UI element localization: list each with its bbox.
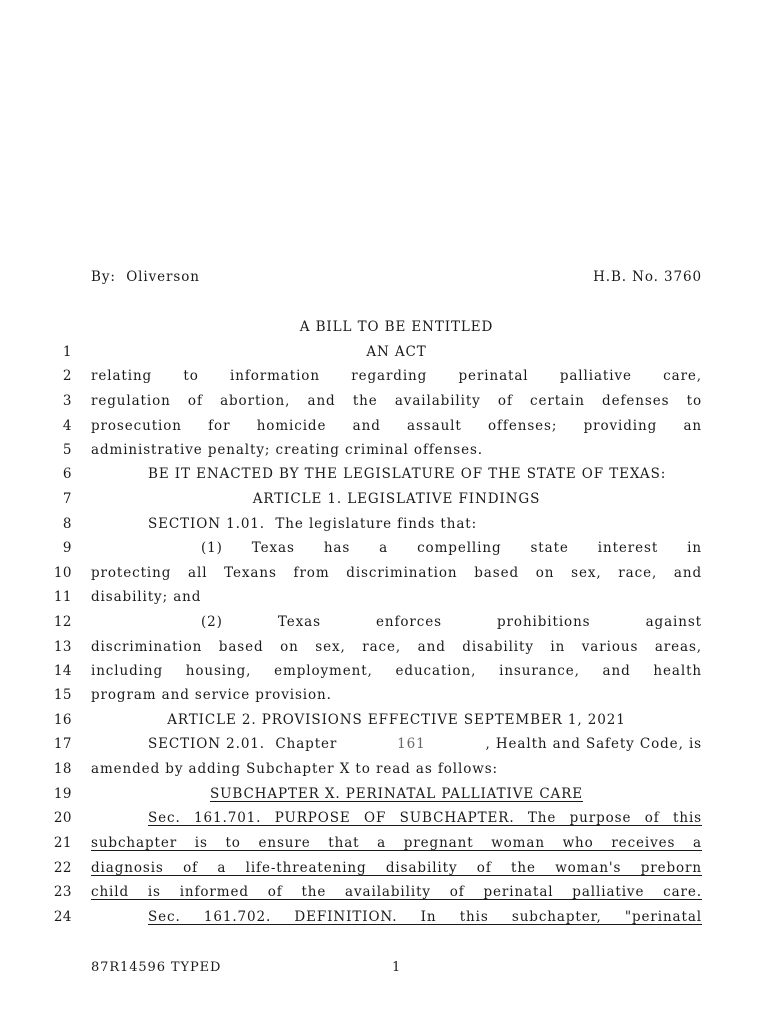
article-heading: ARTICLE 2. PROVISIONS EFFECTIVE SEPTEMBER 1, 2021 (167, 712, 626, 728)
bill-line (0, 614, 770, 638)
line-number: 1 (62, 344, 72, 360)
line-number: 16 (53, 712, 72, 728)
line-text: regulation of abortion, and the availability of certain defenses to (91, 393, 702, 409)
line-text: amended by adding Subchapter X to read as follows: (91, 761, 498, 777)
subchapter-heading-text: SUBCHAPTER X. PERINATAL PALLIATIVE CARE (209, 786, 584, 802)
line-text: discrimination based on sex, race, and disability in various areas, (91, 639, 702, 655)
bill-title: A BILL TO BE ENTITLED (299, 319, 494, 335)
line-text: administrative penalty; creating criminal offenses. (91, 442, 483, 458)
line-number: 11 (53, 589, 72, 605)
added-text: child is informed of the availability of perinatal palliative care. (91, 884, 702, 900)
bill-line (0, 516, 770, 540)
bill-line (0, 418, 770, 442)
line-number: 2 (62, 368, 72, 384)
line-number: 17 (53, 736, 72, 752)
bill-line (0, 786, 770, 810)
bill-line (0, 712, 770, 736)
bill-line (0, 761, 770, 785)
bill-line (0, 736, 770, 760)
bill-line (0, 565, 770, 589)
bill-number: H.B. No. 3760 (593, 269, 702, 285)
enacting-clause: BE IT ENACTED BY THE LEGISLATURE OF THE STATE OF TEXAS: (148, 466, 667, 482)
bill-line (0, 540, 770, 564)
line-number: 13 (53, 639, 72, 655)
line-number: 21 (53, 835, 72, 851)
bill-line (0, 368, 770, 392)
line-number: 6 (62, 466, 72, 482)
line-number: 7 (62, 491, 72, 507)
chapter-link[interactable]: 161 (397, 736, 426, 752)
section-heading (91, 736, 702, 752)
section-text-before: SECTION 2.01. Chapter (148, 736, 338, 752)
line-number: 12 (53, 614, 72, 630)
line-text: (1) Texas has a compelling state interest in (201, 540, 702, 556)
bill-line (0, 884, 770, 908)
line-number: 20 (53, 810, 72, 826)
page-number: 1 (392, 960, 402, 975)
bill-line (0, 491, 770, 515)
line-number: 5 (62, 442, 72, 458)
bill-line (0, 589, 770, 613)
bill-line (0, 466, 770, 490)
line-number: 10 (53, 565, 72, 581)
line-text: (2) Texas enforces prohibitions against (201, 614, 702, 630)
line-number: 15 (53, 687, 72, 703)
section-text-after: , Health and Safety Code, is (485, 736, 702, 752)
bill-line (0, 344, 770, 368)
author-name: Oliverson (126, 269, 200, 285)
line-number: 22 (53, 860, 72, 876)
line-text: including housing, employment, education, insurance, and health (91, 663, 702, 679)
article-heading: ARTICLE 1. LEGISLATIVE FINDINGS (252, 491, 541, 507)
section-heading: SECTION 1.01. The legislature finds that: (148, 516, 478, 532)
line-text: AN ACT (366, 344, 427, 360)
line-number: 9 (62, 540, 72, 556)
line-number: 24 (53, 909, 72, 925)
line-text: relating to information regarding perinatal palliative care, (91, 368, 702, 384)
bill-line (0, 639, 770, 663)
bill-line (0, 810, 770, 834)
added-text: Sec. 161.702. DEFINITION. In this subchapter, "perinatal (148, 909, 702, 925)
line-text: disability; and (91, 589, 202, 605)
bill-title-row (0, 319, 770, 343)
bill-line (0, 860, 770, 884)
by-label: By: (91, 269, 116, 285)
subchapter-heading (91, 786, 702, 802)
line-text: prosecution for homicide and assault offenses; providing an (91, 418, 702, 434)
line-number: 3 (62, 393, 72, 409)
added-text: subchapter is to ensure that a pregnant woman who receives a (91, 835, 702, 851)
line-text: protecting all Texans from discrimination based on sex, race, and (91, 565, 702, 581)
line-number: 8 (62, 516, 72, 532)
bill-line (0, 663, 770, 687)
line-number: 4 (62, 418, 72, 434)
bill-line (0, 687, 770, 711)
line-number: 14 (53, 663, 72, 679)
bill-line (0, 909, 770, 933)
bill-line (0, 442, 770, 466)
author-line (91, 269, 200, 285)
line-number: 19 (53, 786, 72, 802)
line-text: program and service provision. (91, 687, 332, 703)
line-number: 23 (53, 884, 72, 900)
bill-line (0, 393, 770, 417)
document-id: 87R14596 TYPED (91, 960, 222, 975)
bill-line (0, 835, 770, 859)
added-text: diagnosis of a life-threatening disability of the woman's preborn (91, 860, 702, 876)
line-number: 18 (53, 761, 72, 777)
added-text: Sec. 161.701. PURPOSE OF SUBCHAPTER. The purpose of this (148, 810, 702, 826)
